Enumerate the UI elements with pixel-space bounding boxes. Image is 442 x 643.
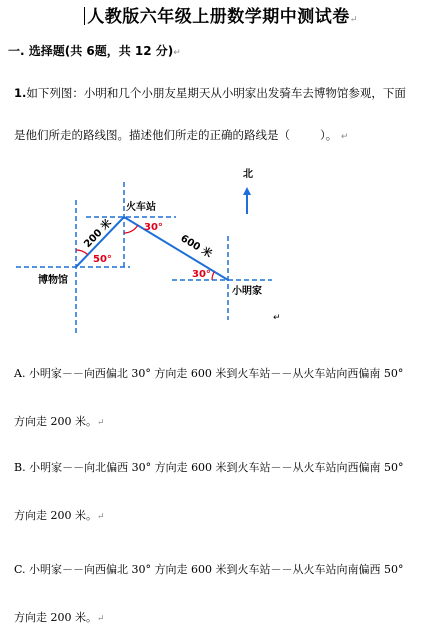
angle-arc-30-home	[212, 272, 214, 280]
station-label: 火车站	[126, 202, 156, 213]
angle-30-station-label: 30°	[144, 222, 163, 233]
text-cursor	[84, 7, 85, 25]
angle-30-home-label: 30°	[192, 269, 211, 280]
paragraph-mark-icon: ↵	[97, 614, 105, 624]
north-label: 北	[243, 169, 253, 180]
option-a-line1: A. 小明家－－向西偏北 30° 方向走 600 米到火车站－－从火车站向西偏南 50°	[14, 367, 404, 380]
route-diagram	[0, 160, 442, 340]
option-c-line2: 方向走 200 米。	[14, 611, 97, 624]
paragraph-mark-icon: ↵	[173, 48, 181, 58]
distance-600-label: 600 米	[178, 233, 214, 261]
angle-50-label: 50°	[93, 254, 112, 265]
option-b[interactable]	[14, 444, 438, 541]
section-heading	[8, 42, 181, 59]
distance-200-label: 200 米	[82, 217, 115, 251]
north-arrow	[243, 187, 251, 214]
museum-label: 博物馆	[38, 275, 68, 286]
document-title	[0, 2, 442, 27]
title-text: 人教版六年级上册数学期中测试卷	[87, 7, 350, 27]
home-label: 小明家	[232, 286, 262, 297]
option-b-line2: 方向走 200 米。	[14, 509, 97, 522]
question-number: 1.	[14, 86, 27, 100]
angle-arc-50	[76, 250, 88, 255]
section-text: 一. 选择题(共 6题，共 12 分)	[8, 44, 174, 58]
question-1-text2b: ）。	[320, 128, 338, 142]
question-1-text1: 如下列图：小明和几个小朋友星期天从小明家出发骑车去博物馆参观，下面	[26, 86, 406, 100]
paragraph-mark-icon: ↵	[273, 313, 281, 323]
question-1-text2a: 是他们所走的路线图。描述他们所走的正确的路线是（	[14, 128, 290, 142]
option-a-line2: 方向走 200 米。	[14, 415, 97, 428]
question-1-line2	[14, 114, 438, 158]
angle-arc-30-station	[124, 225, 138, 233]
option-c[interactable]	[14, 546, 438, 643]
option-b-line1: B. 小明家－－向北偏西 30° 方向走 600 米到火车站－－从火车站向西偏南 50°	[14, 461, 404, 474]
north-arrow-icon	[243, 187, 251, 195]
question-1	[14, 72, 438, 158]
paragraph-mark-icon: ↵	[340, 132, 349, 142]
route-station-to-home	[124, 217, 228, 280]
option-c-line1: C. 小明家－－向西偏北 30° 方向走 600 米到火车站－－从火车站向南偏西 50°	[14, 563, 404, 576]
paragraph-mark-icon: ↵	[349, 15, 358, 25]
paragraph-mark-icon: ↵	[97, 418, 105, 428]
paragraph-mark-icon: ↵	[97, 512, 105, 522]
question-1-line1	[14, 72, 438, 114]
option-a[interactable]	[14, 350, 438, 447]
